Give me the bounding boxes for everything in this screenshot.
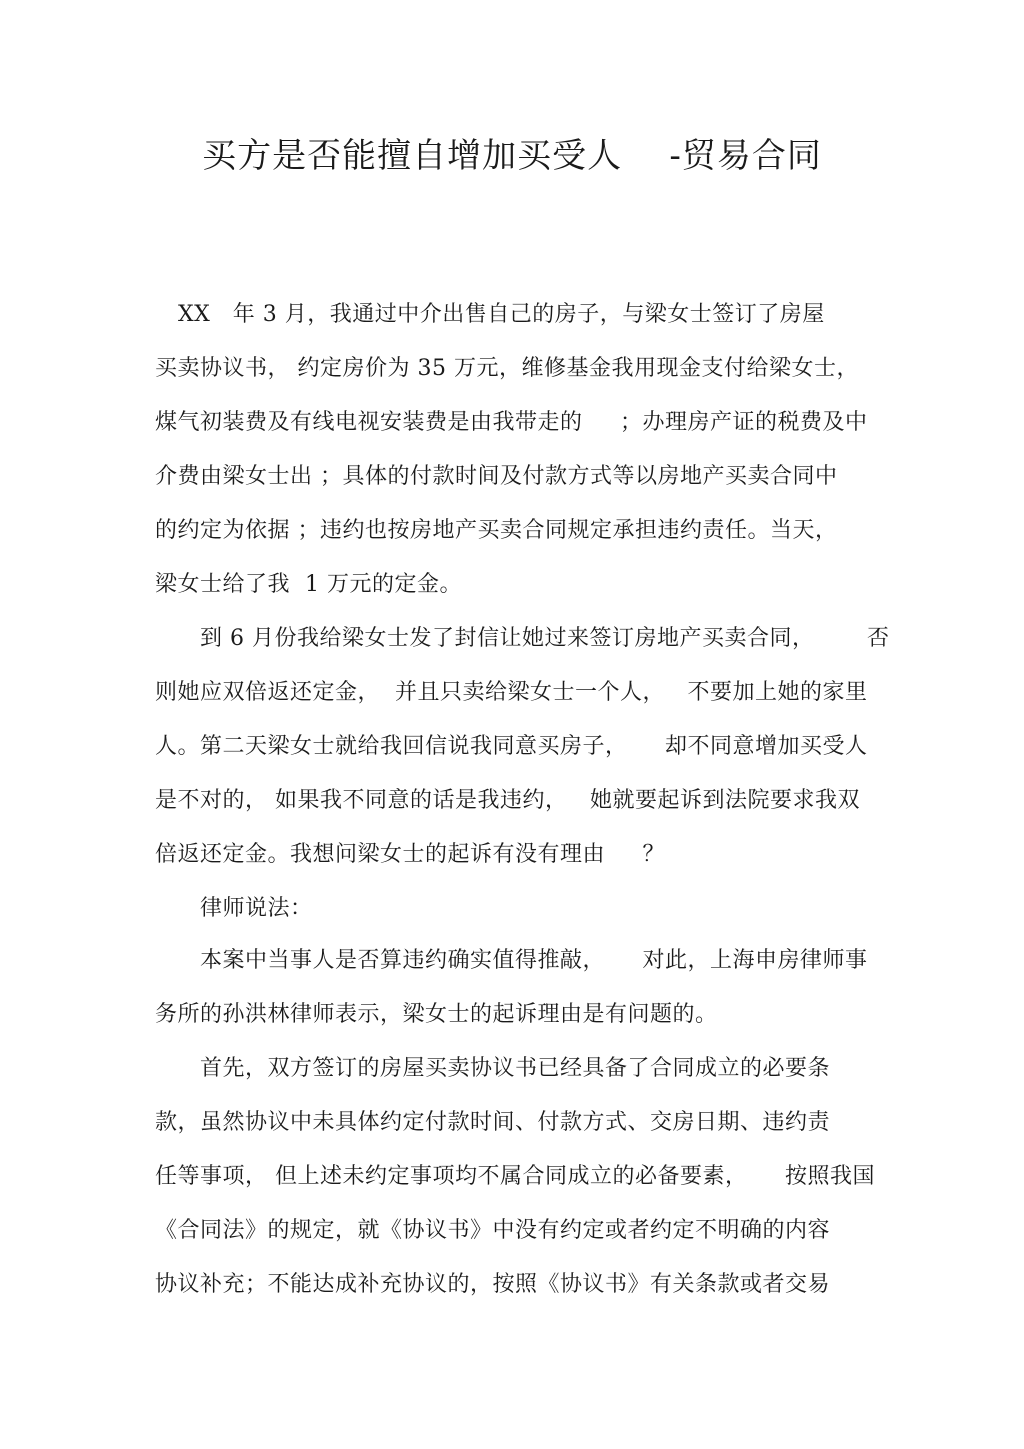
- paragraph-line: 煤气初装费及有线电视安装费是由我带走的 ；办理房产证的税费及中: [155, 410, 868, 435]
- paragraph-line: 买卖协议书， 约定房价为 35 万元，维修基金我用现金支付给梁女士，: [155, 356, 859, 381]
- paragraph-line: 协议补充；不能达成补充协议的，按照《协议书》有关条款或者交易: [155, 1272, 831, 1297]
- paragraph-line: XX 年 3 月，我通过中介出售自己的房子，与梁女士签订了房屋: [178, 302, 825, 327]
- paragraph-line: 务所的孙洪林律师表示，梁女士的起诉理由是有问题的。: [155, 1002, 718, 1027]
- paragraph-line: 是不对的， 如果我不同意的话是我违约， 她就要起诉到法院要求我双: [155, 788, 860, 813]
- paragraph-line: 人。第二天梁女士就给我回信说我同意买房子， 却不同意增加买受人: [155, 734, 868, 759]
- paragraph-line: 介费由梁女士出 ；具体的付款时间及付款方式等以房地产买卖合同中: [155, 464, 838, 489]
- paragraph-line: 款，虽然协议中未具体约定付款时间、付款方式、交房日期、违约责: [155, 1110, 831, 1135]
- document-title: 买方是否能擅自增加买受人 -贸易合同: [202, 136, 822, 176]
- paragraph-line: 首先，双方签订的房屋买卖协议书已经具备了合同成立的必要条: [200, 1056, 831, 1081]
- paragraph-line: 的约定为依据 ；违约也按房地产买卖合同规定承担违约责任。当天，: [155, 518, 838, 543]
- paragraph-line: 本案中当事人是否算违约确实值得推敲， 对此，上海申房律师事: [200, 948, 868, 973]
- section-heading: 律师说法：: [200, 896, 313, 921]
- paragraph-line: 则她应双倍返还定金， 并且只卖给梁女士一个人， 不要加上她的家里: [155, 680, 868, 705]
- paragraph-line: 梁女士给了我 1 万元的定金。: [155, 572, 462, 597]
- paragraph-line: 倍返还定金。我想问梁女士的起诉有没有理由 ？: [155, 842, 665, 867]
- paragraph-line: 《合同法》的规定，就《协议书》中没有约定或者约定不明确的内容: [155, 1218, 831, 1243]
- paragraph-line: 到 6 月份我给梁女士发了封信让她过来签订房地产买卖合同， 否: [200, 626, 890, 651]
- paragraph-line: 任等事项， 但上述未约定事项均不属合同成立的必备要素， 按照我国: [155, 1164, 875, 1189]
